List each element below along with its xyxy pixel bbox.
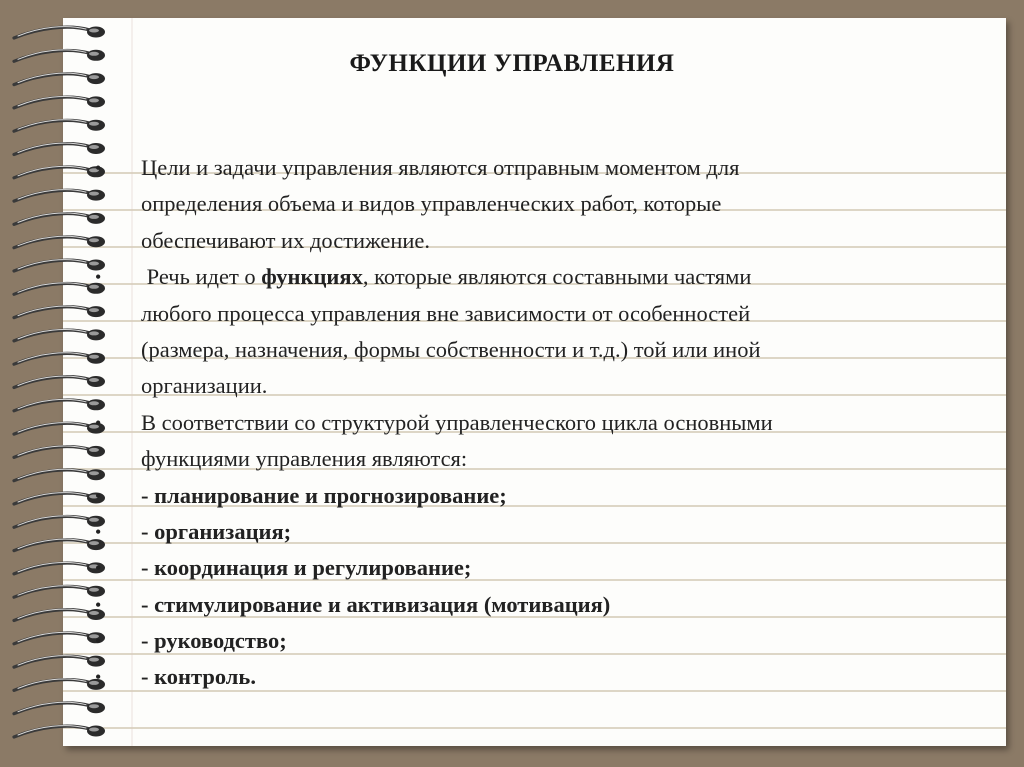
- slide-title: ФУНКЦИИ УПРАВЛЕНИЯ: [349, 50, 675, 77]
- function-item-planning: [95, 478, 975, 514]
- spiral-ring-icon: [14, 166, 105, 178]
- list-item-continuation: [95, 368, 975, 404]
- paragraph-line: [141, 259, 751, 295]
- spiral-ring-icon: [14, 632, 105, 644]
- spiral-ring-icon: [14, 493, 105, 505]
- spiral-ring-icon: [14, 376, 105, 388]
- spiral-ring-icon: [14, 306, 105, 318]
- bullet: •: [95, 521, 102, 542]
- bullet: •: [95, 267, 102, 288]
- bullet: •: [95, 594, 102, 615]
- spiral-ring-icon: [14, 446, 105, 458]
- spiral-ring-icon: [14, 260, 105, 272]
- spiral-ring-icon: [14, 423, 105, 435]
- emphasis-functions: функциях: [261, 264, 363, 290]
- spiral-ring-icon: [14, 27, 105, 39]
- function-item-motivation: [95, 587, 975, 623]
- spiral-ring-icon: [14, 96, 105, 108]
- slide-content: [95, 150, 975, 696]
- paragraph-line: обеспечивают их достижение.: [141, 227, 431, 253]
- text-run: , которые являются составными частями: [362, 264, 752, 290]
- paragraph-line: любого процесса управления вне зависимости от особенностей: [141, 300, 751, 326]
- spiral-ring-icon: [14, 469, 105, 481]
- function-item-organization: [95, 514, 975, 550]
- bullet: •: [95, 158, 102, 178]
- spiral-ring-icon: [14, 283, 105, 295]
- function-item-leadership: [95, 623, 975, 659]
- spiral-ring-icon: [14, 539, 105, 551]
- function-label: - планирование и прогнозирование;: [141, 482, 507, 508]
- paragraph-line: функциями управления являются:: [141, 446, 468, 472]
- spiral-ring-icon: [14, 143, 105, 155]
- spiral-ring-icon: [14, 353, 105, 365]
- spiral-ring-icon: [14, 679, 105, 691]
- spiral-ring-icon: [14, 702, 105, 714]
- bullet: •: [95, 412, 102, 433]
- text-run: Речь идет о: [141, 264, 262, 290]
- paragraph-line: Цели и задачи управления являются отправным моментом для: [141, 155, 740, 180]
- function-label: - контроль.: [141, 664, 256, 690]
- paragraph-line: (размера, назначения, формы собственности и т.д.) той или иной: [141, 336, 761, 362]
- paragraph-line: В соответствии со структурой управленческого цикла основными: [141, 409, 773, 435]
- paragraph-line: определения объема и видов управленческих работ, которые: [141, 191, 722, 217]
- spiral-ring-icon: [14, 562, 105, 574]
- spiral-ring-icon: [14, 213, 105, 225]
- function-label: - организация;: [141, 518, 292, 544]
- function-label: - координация и регулирование;: [141, 555, 472, 581]
- spiral-ring-icon: [14, 516, 105, 528]
- spiral-ring-icon: [14, 329, 105, 341]
- list-item-continuation: [95, 441, 975, 477]
- list-item-continuation: [95, 332, 975, 368]
- function-label: - руководство;: [141, 628, 287, 654]
- list-item: [95, 259, 975, 295]
- function-item-coordination: [95, 550, 975, 586]
- bullet: •: [95, 667, 102, 688]
- list-item-continuation: [95, 223, 975, 259]
- spiral-ring-icon: [14, 586, 105, 598]
- list-item: [95, 405, 975, 441]
- spiral-ring-icon: [14, 726, 105, 738]
- spiral-ring-icon: [14, 656, 105, 668]
- list-item-continuation: [95, 296, 975, 332]
- page-header-area: [63, 18, 1006, 158]
- bullet: •: [95, 485, 102, 506]
- function-label: - стимулирование и активизация (мотивация): [141, 591, 611, 617]
- bullet: •: [95, 558, 102, 579]
- spiral-ring-icon: [14, 190, 105, 202]
- spiral-ring-icon: [14, 236, 105, 248]
- list-item-continuation: [95, 186, 975, 222]
- spiral-ring-icon: [14, 120, 105, 132]
- bullet: •: [95, 631, 102, 652]
- spiral-ring-icon: [14, 609, 105, 621]
- list-item: [95, 150, 975, 186]
- function-item-control: [95, 659, 975, 695]
- spiral-ring-icon: [14, 399, 105, 411]
- paragraph-line: организации.: [141, 373, 268, 399]
